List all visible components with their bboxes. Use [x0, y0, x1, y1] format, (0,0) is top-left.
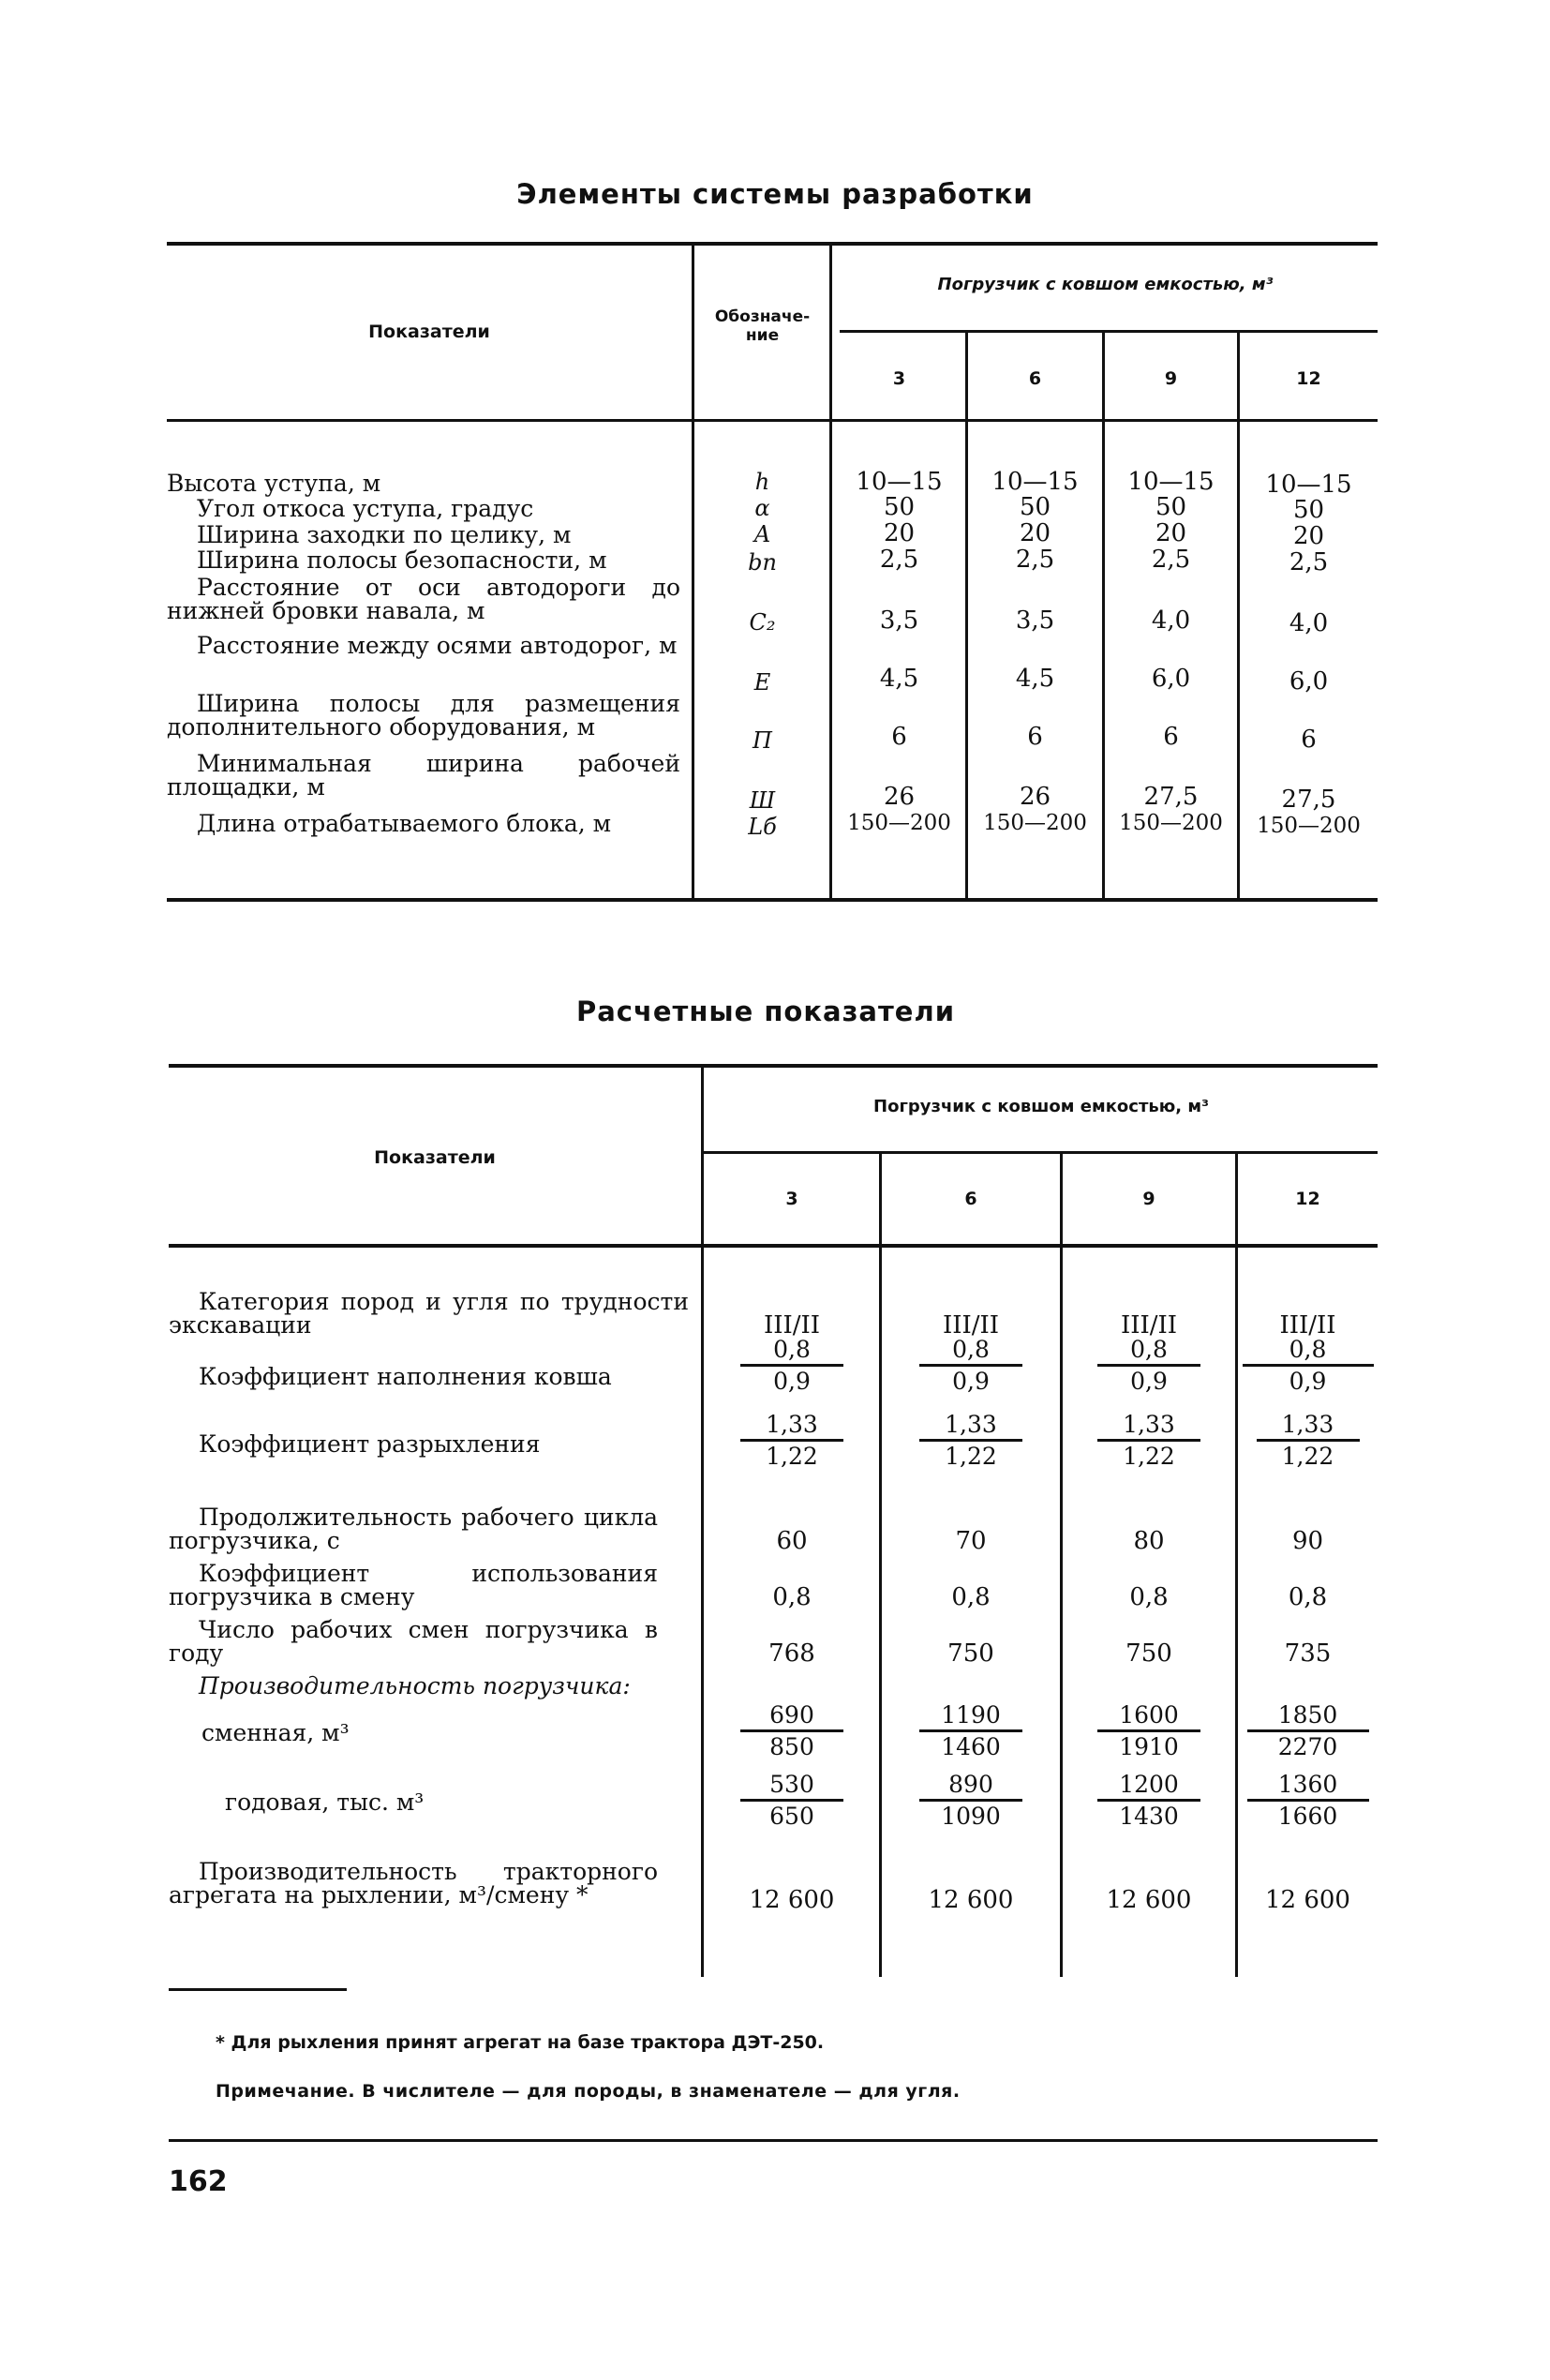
- table1-cell: 4,0: [1151, 606, 1191, 635]
- fraction-bar: [1247, 1799, 1369, 1802]
- table2-cell: 12 600: [749, 1886, 835, 1914]
- table1-cell: 20: [883, 519, 916, 547]
- table2-fraction: [882, 1772, 1060, 1829]
- page-number: 162: [169, 2165, 228, 2198]
- table1-capacity: 3: [892, 368, 906, 389]
- fraction-denominator: 850: [769, 1733, 814, 1760]
- table1-row-label: Ширина заходки по целику, м: [197, 521, 572, 548]
- table1-col-loader: Погрузчик с ковшом емкостью, м³: [937, 275, 1274, 294]
- table2-fraction: [705, 1772, 879, 1829]
- fraction-numerator: 1,33: [1281, 1411, 1334, 1438]
- fraction-numerator: 0,8: [773, 1336, 811, 1363]
- table1-row-label: Ширина полосы безопасности, м: [197, 546, 607, 574]
- table2-fraction: [882, 1412, 1060, 1469]
- fraction-bar: [919, 1729, 1022, 1732]
- table1-cell: 2,5: [1289, 548, 1329, 576]
- table2-top-rule: [169, 1064, 1378, 1068]
- table1-cell: 10—15: [1127, 468, 1215, 496]
- fraction-bar: [919, 1439, 1022, 1442]
- table2-cell: 0,8: [1288, 1583, 1328, 1611]
- table1-cell: 50: [883, 493, 916, 521]
- table2-fraction: [705, 1412, 879, 1469]
- table2-fraction: [1238, 1702, 1378, 1759]
- table1-bottom-rule: [167, 898, 1378, 902]
- table1-row-label: Угол откоса уступа, градус: [197, 495, 534, 522]
- table2-row-label: Коэффициент наполнения ковша: [199, 1363, 612, 1390]
- table2-fraction: [882, 1702, 1060, 1759]
- table1-symbol: α: [754, 495, 770, 521]
- table1-cell: 50: [1292, 496, 1325, 524]
- table2-capacity: 9: [1142, 1189, 1155, 1209]
- fraction-numerator: 1850: [1277, 1701, 1338, 1729]
- table2-cell: III/II: [942, 1311, 1000, 1340]
- fraction-denominator: 1660: [1277, 1803, 1338, 1830]
- table2-vline: [1235, 1153, 1238, 1977]
- table2-row-label: Коэффициент использования погрузчика в смену: [169, 1560, 658, 1610]
- table2-row-label: Производительность погрузчика:: [199, 1672, 631, 1699]
- table2-row-label: Коэффициент разрыхления: [199, 1430, 541, 1458]
- fraction-bar: [919, 1799, 1022, 1802]
- table1-capacity: 6: [1028, 368, 1042, 389]
- fraction-numerator: 690: [769, 1701, 814, 1729]
- table2-row-label: годовая, тыс. м³: [225, 1789, 425, 1816]
- fraction-denominator: 1,22: [945, 1443, 997, 1470]
- table1-symbol: h: [754, 469, 770, 495]
- table2-vline: [701, 1068, 704, 1977]
- table1-vline: [829, 246, 832, 898]
- table2-vline: [879, 1153, 882, 1977]
- table1-cell: 2,5: [879, 546, 919, 574]
- table2-row-label: Число рабочих смен погрузчика в году: [169, 1616, 658, 1667]
- table2-cell: 735: [1284, 1639, 1332, 1668]
- fraction-bar: [740, 1799, 843, 1802]
- fraction-denominator: 0,9: [773, 1368, 811, 1395]
- table1-row-label: Высота уступа, м: [167, 470, 381, 497]
- fraction-denominator: 1,22: [1123, 1443, 1175, 1470]
- table1-cell: 27,5: [1143, 783, 1199, 811]
- table1-cell: 26: [883, 783, 916, 811]
- table1-title: Элементы системы разработки: [516, 178, 1034, 210]
- table2-cell: 12 600: [928, 1886, 1014, 1914]
- table2-vline: [1060, 1153, 1063, 1977]
- table2-fraction: [1238, 1337, 1378, 1394]
- table2-header-rule: [169, 1244, 1378, 1248]
- table1-cell: 2,5: [1015, 546, 1055, 574]
- table2-capacity: 12: [1295, 1189, 1320, 1209]
- table1-cell: 10—15: [1265, 471, 1352, 499]
- table1-cell: 27,5: [1281, 786, 1336, 814]
- table2-cell: 0,8: [951, 1583, 991, 1611]
- table1-cell: 26: [1019, 783, 1051, 811]
- table2-cell: 750: [1125, 1639, 1172, 1668]
- fraction-denominator: 0,9: [1289, 1368, 1327, 1395]
- table2-fraction: [882, 1337, 1060, 1394]
- fraction-denominator: 0,9: [1130, 1368, 1168, 1395]
- footnote-rule: [169, 1988, 347, 1991]
- table1-cell: 2,5: [1151, 546, 1191, 574]
- fraction-denominator: 1910: [1119, 1733, 1179, 1760]
- table1-cell: 20: [1155, 519, 1187, 547]
- table2-row-label: Продолжительность рабочего цикла погрузчика, с: [169, 1504, 658, 1554]
- fraction-numerator: 0,8: [1289, 1336, 1327, 1363]
- fraction-numerator: 1190: [941, 1701, 1001, 1729]
- table1-cell: 50: [1019, 493, 1051, 521]
- table2-cell: 768: [768, 1639, 815, 1668]
- table2-cell: 90: [1291, 1527, 1324, 1555]
- table1-col-indicator: Показатели: [368, 322, 490, 342]
- footnote: * Для рыхления принят агрегат на базе трактора ДЭТ-250.: [216, 2032, 825, 2053]
- table1-subheader-rule: [840, 330, 1378, 333]
- table1-cell: 10—15: [991, 468, 1079, 496]
- fraction-denominator: 1,22: [766, 1443, 818, 1470]
- table1-row-label: Минимальная ширина рабочей площадки, м: [167, 750, 680, 801]
- table2-row-label: Производительность тракторного агрегата на рыхлении, м³/смену *: [169, 1858, 658, 1908]
- table2-cell: 12 600: [1265, 1886, 1350, 1914]
- fraction-denominator: 1090: [941, 1803, 1001, 1830]
- table2-cell: 70: [955, 1527, 987, 1555]
- table2-row-label: сменная, м³: [201, 1719, 350, 1746]
- table2-cell: 80: [1133, 1527, 1165, 1555]
- table1-cell: 4,5: [879, 665, 919, 693]
- fraction-numerator: 530: [769, 1771, 814, 1798]
- table1-cell: 3,5: [1015, 606, 1055, 635]
- fraction-bar: [1097, 1364, 1200, 1367]
- table2-col-loader: Погрузчик с ковшом емкостью, м³: [873, 1097, 1209, 1116]
- table1-vline: [692, 246, 694, 898]
- table1-capacity: 12: [1296, 368, 1321, 389]
- table2-fraction: [1238, 1772, 1378, 1829]
- table1-cell: 150—200: [983, 811, 1087, 835]
- table2-capacity: 3: [785, 1189, 798, 1209]
- fraction-denominator: 0,9: [952, 1368, 990, 1395]
- table2-cell: 0,8: [772, 1583, 812, 1611]
- table2-cell: 60: [776, 1527, 808, 1555]
- page-bottom-rule: [169, 2139, 1378, 2142]
- table1-symbol: bп: [748, 549, 777, 576]
- table1-cell: 6: [1027, 723, 1043, 751]
- fraction-bar: [1097, 1439, 1200, 1442]
- fraction-bar: [740, 1364, 843, 1367]
- table1-symbol: Lб: [748, 814, 777, 840]
- table2-row-label: Категория пород и угля по трудности экскавации: [169, 1288, 689, 1339]
- table2-fraction: [705, 1337, 879, 1394]
- table2-fraction: [1063, 1412, 1235, 1469]
- table1-top-rule: [167, 242, 1378, 246]
- table1-cell: 6: [1301, 726, 1317, 754]
- table2-cell: 750: [947, 1639, 994, 1668]
- fraction-bar: [1097, 1729, 1200, 1732]
- table2-title: Расчетные показатели: [575, 995, 956, 1027]
- table1-row-label: Расстояние между осями автодорог, м: [197, 632, 678, 659]
- table1-symbol: C₂: [749, 609, 776, 636]
- fraction-numerator: 1,33: [945, 1411, 997, 1438]
- table1-header-rule: [167, 419, 1378, 422]
- table2-fraction: [1063, 1337, 1235, 1394]
- fraction-numerator: 1,33: [766, 1411, 818, 1438]
- table2-cell: III/II: [1279, 1311, 1336, 1340]
- fraction-denominator: 1460: [941, 1733, 1001, 1760]
- table1-cell: 6,0: [1151, 665, 1191, 693]
- fraction-numerator: 0,8: [1130, 1336, 1168, 1363]
- table1-symbol: A: [753, 521, 771, 547]
- fraction-bar: [1257, 1439, 1360, 1442]
- fraction-numerator: 1360: [1277, 1771, 1338, 1798]
- fraction-bar: [1247, 1729, 1369, 1732]
- table1-cell: 150—200: [1119, 811, 1223, 835]
- table1-row-label: Расстояние от оси автодороги до нижней бровки навала, м: [167, 574, 680, 624]
- table1-capacity: 9: [1164, 368, 1178, 389]
- table2-col-indicator: Показатели: [374, 1147, 496, 1168]
- fraction-denominator: 1,22: [1281, 1443, 1334, 1470]
- table2-cell: 0,8: [1129, 1583, 1169, 1611]
- fraction-denominator: 1430: [1119, 1803, 1179, 1830]
- table1-symbol: П: [753, 727, 772, 754]
- table1-cell: 4,5: [1015, 665, 1055, 693]
- table2-capacity: 6: [964, 1189, 977, 1209]
- table1-symbol: E: [753, 669, 771, 696]
- table1-cell: 6: [1163, 723, 1179, 751]
- table1-col-symbol: Обозначе- ние: [714, 307, 811, 345]
- table1-cell: 50: [1155, 493, 1187, 521]
- fraction-bar: [1097, 1799, 1200, 1802]
- fraction-numerator: 1600: [1119, 1701, 1179, 1729]
- fraction-bar: [1243, 1364, 1374, 1367]
- table1-cell: 4,0: [1289, 609, 1329, 637]
- table2-cell: 12 600: [1106, 1886, 1192, 1914]
- fraction-bar: [919, 1364, 1022, 1367]
- fraction-numerator: 890: [948, 1771, 993, 1798]
- table2-fraction: [1063, 1772, 1235, 1829]
- fraction-numerator: 0,8: [952, 1336, 990, 1363]
- fraction-denominator: 2270: [1277, 1733, 1338, 1760]
- table1-cell: 20: [1019, 519, 1051, 547]
- table2-cell: III/II: [1120, 1311, 1178, 1340]
- table2-fraction: [1063, 1702, 1235, 1759]
- table1-cell: 20: [1292, 522, 1325, 550]
- fraction-bar: [740, 1729, 843, 1732]
- table2-fraction: [1238, 1412, 1378, 1469]
- fraction-numerator: 1,33: [1123, 1411, 1175, 1438]
- table2-fraction: [705, 1702, 879, 1759]
- fraction-denominator: 650: [769, 1803, 814, 1830]
- table2-cell: III/II: [763, 1311, 821, 1340]
- note: Примечание. В числителе — для породы, в знаменателе — для угля.: [216, 2081, 961, 2102]
- table1-cell: 150—200: [847, 811, 951, 835]
- table1-cell: 150—200: [1257, 814, 1361, 838]
- table1-cell: 3,5: [879, 606, 919, 635]
- fraction-numerator: 1200: [1119, 1771, 1179, 1798]
- table1-symbol: Ш: [749, 787, 776, 814]
- table2-subheader-rule: [703, 1151, 1378, 1154]
- table1-cell: 6: [891, 723, 907, 751]
- fraction-bar: [740, 1439, 843, 1442]
- table1-cell: 10—15: [856, 468, 943, 496]
- table1-cell: 6,0: [1289, 667, 1329, 696]
- table1-row-label: Ширина полосы для размещения дополнительного оборудования, м: [167, 690, 680, 741]
- table1-row-label: Длина отрабатываемого блока, м: [197, 810, 612, 837]
